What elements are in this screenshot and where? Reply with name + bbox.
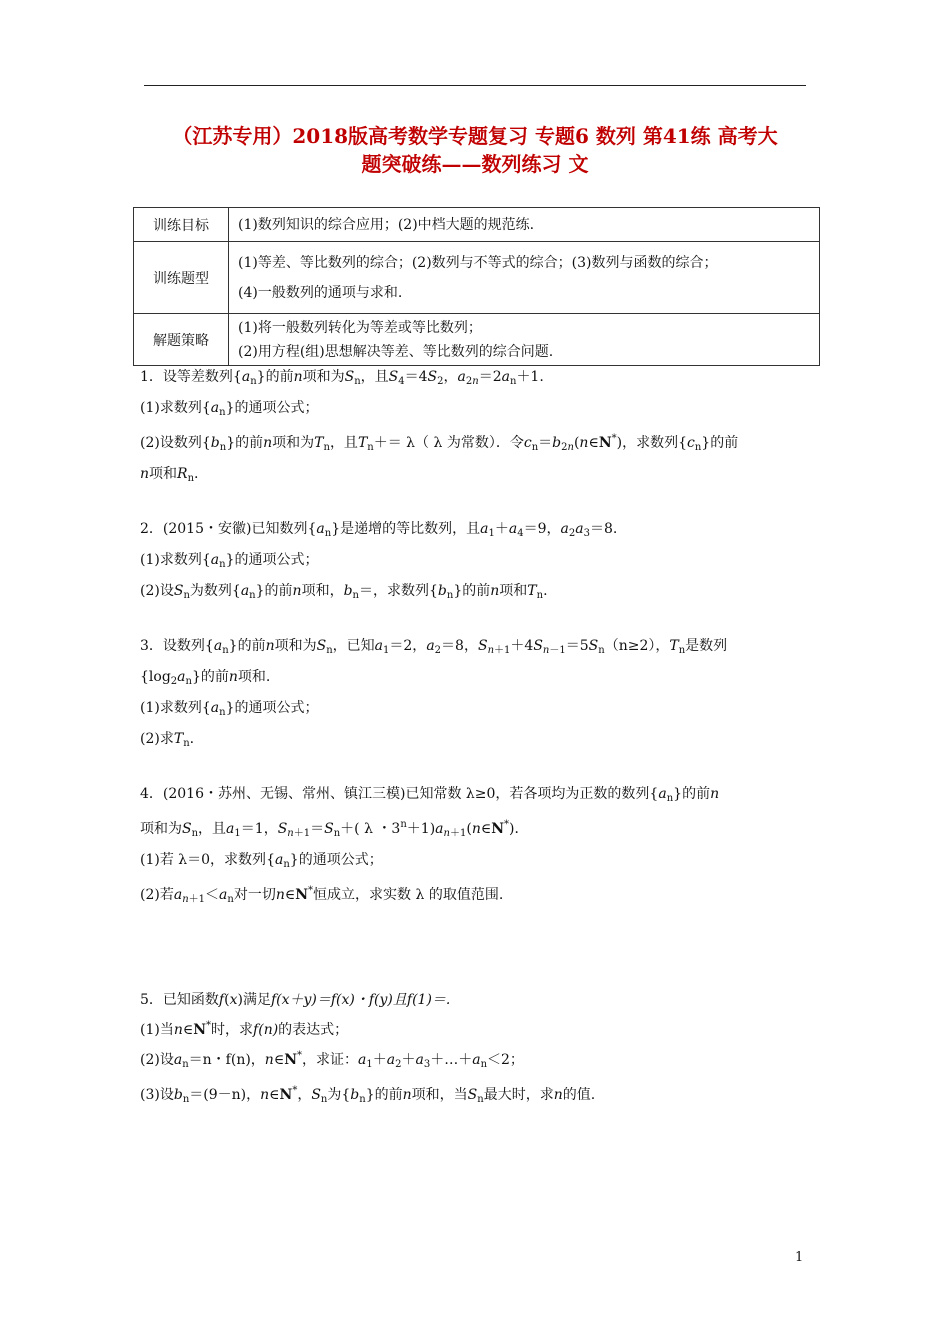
problem-2-part-2: (2)设$S_n$为数列$\{a_n\}$的前n项和，$b_n=$，求数列$\{b_n\}$的前n项和$T_n$. [140, 583, 548, 601]
title-line-1: （江苏专用）2018版高考数学专题复习 专题6 数列 第41练 高考大 [172, 124, 778, 148]
problem-5-part-3: (3)设$b_n=(9-n)$，n∈N*，$S_n$为$\{b_n\}$的前n项和，当$S_n$最大时，求n的值. [140, 1085, 596, 1105]
problem-3-statement: 3．设数列$\{a_n\}$的前n项和为$S_n$，已知$a_1=2$，$a_2=8$，$S_{n+1}+4S_{n-1}=5S_n(n\ge 2)$，$T_n$是数列 [140, 638, 728, 656]
row-content [229, 208, 820, 242]
problem-5-part-2: (2)设$a_n=n$・f(n)，n∈N*，求证：$a_1+a_2+a_3+\dots+a_n<2$； [140, 1050, 524, 1070]
problem-3-part-1: (1)求数列$\{a_n\}$的通项公式； [140, 700, 319, 718]
problem-1-part-2: (2)设数列$\{b_n\}$的前n项和为$T_n$，且$T_n+= \lambda$（ λ 为常数）．令$c_n=b_{2n}(n\in N^*)$，求数列$\{c_n\}$的前 [140, 433, 739, 453]
problem-1-part-2-cont: n项和$R_n$. [140, 466, 199, 484]
problem-5-statement: 5．已知函数f(x)满足f(x＋y)＝f(x)・f(y)且f(1)＝. [140, 992, 451, 1008]
training-table [133, 207, 820, 366]
problem-4-statement-cont: 项和为$S_n$，且$a_1=1$，$S_{n+1}=S_n+$( λ ・$3^n+1)a_{n+1}(n\in N^*)$． [140, 819, 529, 839]
problem-4-statement: 4．(2016・苏州、无锡、常州、镇江三模)已知常数 λ≥0，若各项均为正数的数列$\{a_n\}$的前n [140, 786, 720, 804]
document-title [144, 122, 806, 178]
problem-1-statement: 1．设等差数列$\{a_n\}$的前n项和为$S_n$，且$S_4=4S_2$，$a_{2n}=2a_n+1$. [140, 369, 544, 387]
problem-3-statement-cont: $\{\log_2a_n\}$的前n项和. [140, 669, 271, 687]
row-line: (4)一般数列的通项与求和. [238, 284, 403, 301]
row-line: (1)将一般数列转化为等差或等比数列； [238, 319, 482, 336]
row-header: 训练目标 [134, 208, 229, 242]
problem-1-part-1: (1)求数列$\{a_n\}$的通项公式； [140, 400, 319, 418]
top-rule [144, 85, 806, 86]
row-content [229, 314, 820, 366]
row-line: (1)等差、等比数列的综合；(2)数列与不等式的综合；(3)数列与函数的综合； [238, 254, 718, 271]
row-header: 解题策略 [134, 314, 229, 366]
row-line: (2)用方程(组)思想解决等差、等比数列的综合问题. [238, 343, 554, 360]
row-content [229, 242, 820, 314]
table-row [134, 242, 820, 314]
problem-2-statement: 2．(2015・安徽)已知数列$\{a_n\}$是递增的等比数列，且$a_1+a_4=9$，$a_2a_3=8$. [140, 521, 618, 539]
row-line: (1)数列知识的综合应用；(2)中档大题的规范练. [238, 216, 535, 233]
problems [140, 364, 820, 1113]
row-header: 训练题型 [134, 242, 229, 314]
table-row [134, 208, 820, 242]
problem-5-part-1: (1)当n∈N*时，求f(n)的表达式； [140, 1020, 349, 1038]
problem-2-part-1: (1)求数列$\{a_n\}$的通项公式； [140, 552, 319, 570]
title-line-2: 题突破练——数列练习 文 [361, 152, 589, 176]
problem-3-part-2: (2)求$T_n$. [140, 731, 195, 749]
problem-4-part-2: (2)若$a_{n+1}<a_n$对一切n∈N*恒成立，求实数 λ 的取值范围. [140, 885, 504, 905]
page-number: 1 [795, 1250, 804, 1265]
problem-4-part-1: (1)若 λ＝0，求数列$\{a_n\}$的通项公式； [140, 852, 383, 870]
table-row [134, 314, 820, 366]
